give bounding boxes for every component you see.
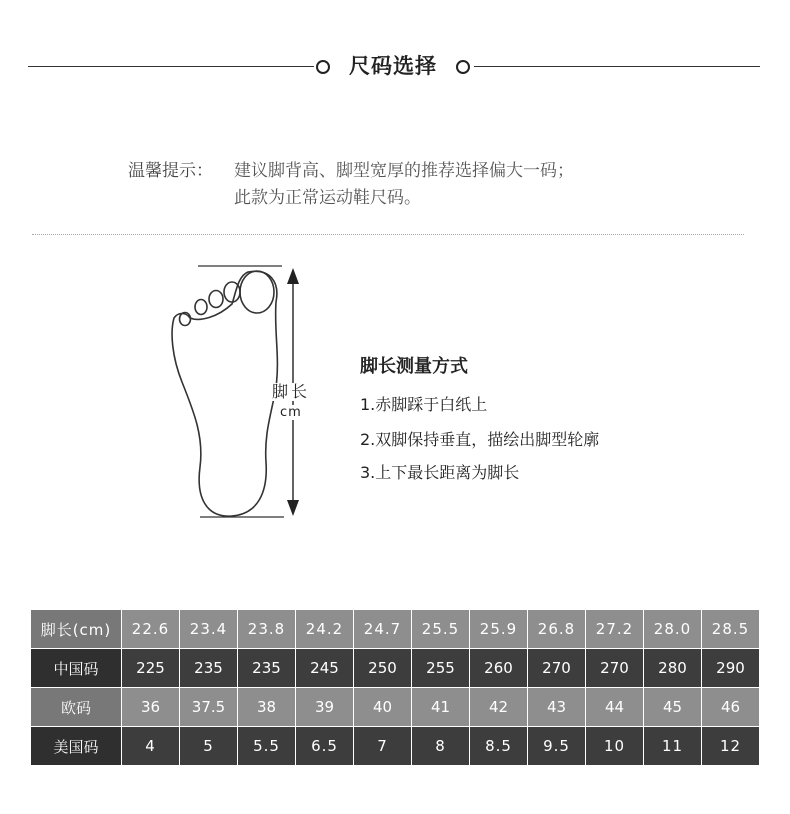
table-cell: 8	[412, 727, 470, 766]
page-title: 尺码选择	[349, 54, 437, 78]
table-cell: 10	[586, 727, 644, 766]
table-cell: 38	[238, 688, 296, 727]
table-cell: 5.5	[238, 727, 296, 766]
table-cell: 260	[470, 649, 528, 688]
table-cell: 25.9	[470, 610, 528, 649]
table-row-eu-size	[31, 688, 760, 727]
table-cell: 235	[180, 649, 238, 688]
table-cell: 8.5	[470, 727, 528, 766]
table-cell: 12	[702, 727, 760, 766]
table-cell: 26.8	[528, 610, 586, 649]
method-step-3: 3.上下最长距离为脚长	[360, 463, 520, 482]
table-row-us-size	[31, 727, 760, 766]
foot-length-label: 脚长	[272, 382, 311, 401]
table-cell: 23.8	[238, 610, 296, 649]
table-cell: 7	[354, 727, 412, 766]
table-cell: 235	[238, 649, 296, 688]
table-cell: 24.2	[296, 610, 354, 649]
table-cell: 28.0	[644, 610, 702, 649]
table-cell: 4	[122, 727, 180, 766]
size-chart-table	[30, 609, 760, 766]
table-cell: 41	[412, 688, 470, 727]
table-cell: 255	[412, 649, 470, 688]
tip-line-2: 此款为正常运动鞋尺码。	[234, 188, 421, 208]
table-cell: 43	[528, 688, 586, 727]
table-cell: 270	[528, 649, 586, 688]
table-cell: 46	[702, 688, 760, 727]
header-right-rule	[474, 66, 760, 67]
table-cell: 36	[122, 688, 180, 727]
foot-length-unit: cm	[280, 405, 302, 420]
table-cell: 24.7	[354, 610, 412, 649]
header-right-circle	[456, 60, 470, 74]
table-cell: 280	[644, 649, 702, 688]
table-cell: 23.4	[180, 610, 238, 649]
table-cell: 11	[644, 727, 702, 766]
table-cell: 9.5	[528, 727, 586, 766]
table-cell: 225	[122, 649, 180, 688]
table-row-foot-length	[31, 610, 760, 649]
table-cell: 250	[354, 649, 412, 688]
table-cell: 27.2	[586, 610, 644, 649]
table-cell: 42	[470, 688, 528, 727]
row-header: 美国码	[31, 727, 122, 766]
table-cell: 270	[586, 649, 644, 688]
row-header: 欧码	[31, 688, 122, 727]
method-step-1: 1.赤脚踩于白纸上	[360, 395, 488, 414]
method-step-2: 2.双脚保持垂直，描绘出脚型轮廓	[360, 430, 600, 449]
table-cell: 40	[354, 688, 412, 727]
table-cell: 45	[644, 688, 702, 727]
table-cell: 37.5	[180, 688, 238, 727]
table-cell: 5	[180, 727, 238, 766]
table-cell: 28.5	[702, 610, 760, 649]
row-header: 中国码	[31, 649, 122, 688]
table-row-china-size	[31, 649, 760, 688]
tip-line-1: 建议脚背高、脚型宽厚的推荐选择偏大一码；	[234, 161, 574, 181]
table-cell: 44	[586, 688, 644, 727]
table-cell: 290	[702, 649, 760, 688]
table-cell: 39	[296, 688, 354, 727]
row-header: 脚长(cm)	[31, 610, 122, 649]
table-cell: 6.5	[296, 727, 354, 766]
header-left-circle	[316, 60, 330, 74]
header-left-rule	[28, 66, 314, 67]
table-cell: 245	[296, 649, 354, 688]
table-cell: 25.5	[412, 610, 470, 649]
method-title: 脚长测量方式	[360, 356, 468, 377]
table-cell: 22.6	[122, 610, 180, 649]
tip-label: 温馨提示：	[128, 161, 213, 181]
dotted-divider	[32, 234, 744, 235]
